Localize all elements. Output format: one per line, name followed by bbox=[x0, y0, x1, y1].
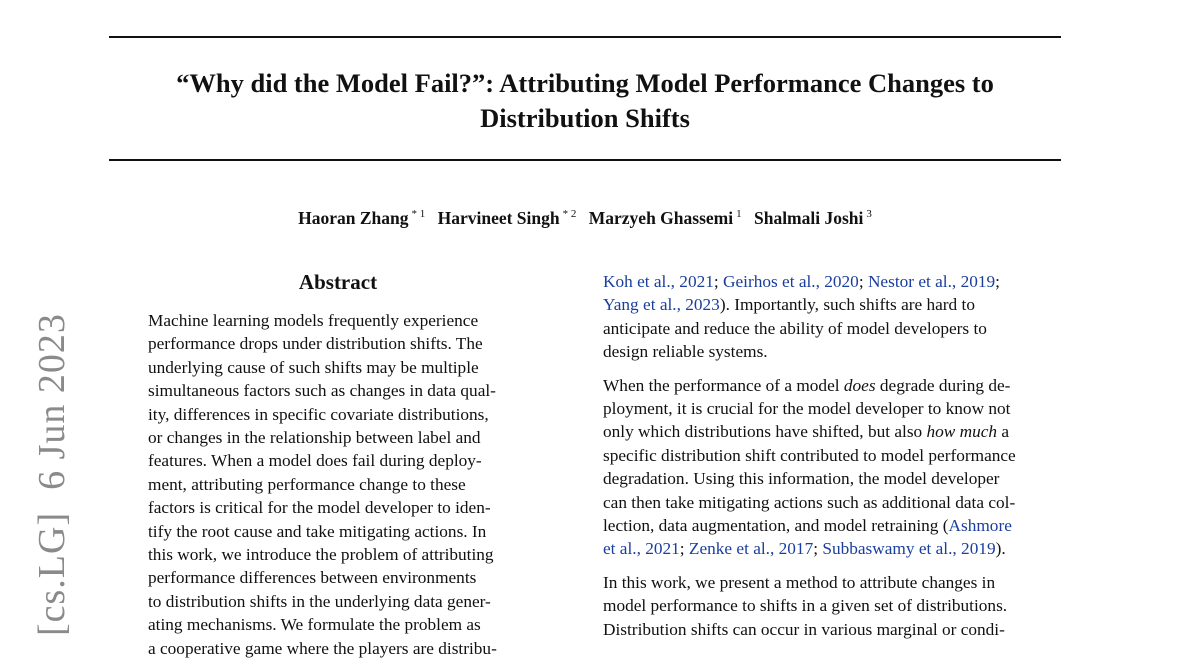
text-line: Yang et al., 2023). Importantly, such shifts are hard to bbox=[603, 295, 975, 315]
abstract-line: ity, differences in specific covariate distributions, bbox=[148, 404, 489, 424]
title-rule-top bbox=[109, 36, 1061, 38]
abstract-line: performance drops under distribution shifts. The bbox=[148, 334, 483, 354]
abstract-line: Machine learning models frequently experience bbox=[148, 311, 479, 330]
author-affiliation: * 1 bbox=[411, 208, 426, 220]
author-name: Haoran Zhang bbox=[298, 208, 409, 228]
paragraph-contribution bbox=[603, 571, 1065, 641]
paper-title-line-2: Distribution Shifts bbox=[480, 103, 690, 133]
text-line: anticipate and reduce the ability of model developers to bbox=[603, 318, 987, 338]
citation-link[interactable]: Yang et al., 2023 bbox=[603, 295, 720, 315]
text-line: degradation. Using this information, the model developer bbox=[603, 469, 1000, 489]
author-affiliation: 1 bbox=[736, 208, 742, 220]
arxiv-category: [cs.LG] bbox=[31, 511, 73, 636]
citation-link[interactable]: Geirhos et al., 2020 bbox=[723, 272, 859, 291]
paper-title-line-1: “Why did the Model Fail?”: Attributing Model Performance Changes to bbox=[176, 68, 994, 98]
abstract-line: ment, attributing performance change to these bbox=[148, 474, 466, 494]
text-line: ployment, it is crucial for the model developer to know not bbox=[603, 399, 1011, 419]
citation-link[interactable]: Subbaswamy et al., 2019 bbox=[822, 539, 996, 559]
author bbox=[438, 202, 577, 230]
abstract-line: a cooperative game where the players are distribu- bbox=[148, 638, 497, 658]
text-line: Koh et al., 2021; Geirhos et al., 2020; Nestor et al., 2019; bbox=[603, 272, 1000, 291]
text-line: specific distribution shift contributed to model performance bbox=[603, 445, 1016, 465]
author bbox=[589, 202, 742, 230]
author bbox=[754, 202, 872, 230]
abstract-line: this work, we introduce the problem of attributing bbox=[148, 545, 494, 565]
citation-link[interactable]: Nestor et al., 2019 bbox=[867, 272, 996, 291]
author-affiliation: 3 bbox=[866, 208, 872, 220]
text-line: In this work, we present a method to attribute changes in bbox=[603, 572, 996, 592]
abstract-line: tify the root cause and take mitigating actions. In bbox=[148, 521, 487, 541]
text-line: design reliable systems. bbox=[603, 342, 768, 362]
abstract-line: simultaneous factors such as changes in data qual- bbox=[148, 381, 496, 401]
abstract-heading: Abstract bbox=[298, 270, 378, 294]
title-rule-bottom bbox=[109, 159, 1061, 161]
author-affiliation: * 2 bbox=[562, 208, 577, 220]
abstract-line: to distribution shifts in the underlying data gener- bbox=[148, 591, 491, 611]
paragraph-motivation bbox=[603, 374, 1065, 561]
author-name: Shalmali Joshi bbox=[753, 208, 864, 228]
citation-link[interactable]: Zenke et al., 2017 bbox=[688, 539, 814, 559]
text-line: When the performance of a model does degrade during de- bbox=[603, 375, 1011, 395]
text-line: can then take mitigating actions such as additional data col- bbox=[603, 492, 1016, 512]
text-line: only which distributions have shifted, but also how much a bbox=[603, 422, 1010, 442]
arxiv-date: 6 Jun 2023 bbox=[31, 313, 73, 490]
citation-link[interactable]: et al., 2021 bbox=[603, 539, 680, 559]
paper-title bbox=[109, 66, 1061, 136]
abstract-line: performance differences between environments bbox=[148, 568, 477, 588]
abstract-line: or changes in the relationship between label and bbox=[148, 428, 481, 448]
author-name: Marzyeh Ghassemi bbox=[588, 208, 734, 228]
abstract-line: factors is critical for the model developer to iden- bbox=[148, 498, 491, 518]
citation-link[interactable]: Koh et al., 2021 bbox=[603, 272, 714, 291]
abstract-body bbox=[148, 309, 530, 660]
author-list bbox=[109, 202, 1061, 230]
author bbox=[298, 202, 425, 230]
emphasis-text: does bbox=[843, 375, 876, 395]
abstract-line: ating mechanisms. We formulate the problem as bbox=[148, 615, 481, 635]
text-line: model performance to shifts in a given set of distributions. bbox=[603, 596, 1008, 616]
abstract-line: features. When a model does fail during deploy- bbox=[148, 451, 482, 471]
author-name: Harvineet Singh bbox=[437, 208, 560, 228]
text-line: lection, data augmentation, and model retraining (Ashmore bbox=[603, 516, 1012, 536]
emphasis-text: how much bbox=[926, 422, 998, 442]
right-column bbox=[603, 270, 1065, 651]
abstract-line: underlying cause of such shifts may be multiple bbox=[148, 357, 479, 377]
citation-link[interactable]: Ashmore bbox=[948, 516, 1012, 536]
text-line: et al., 2021; Zenke et al., 2017; Subbaswamy et al., 2019). bbox=[603, 539, 1006, 559]
text-line: Distribution shifts can occur in various marginal or condi- bbox=[603, 619, 1005, 639]
arxiv-stamp bbox=[30, 313, 74, 636]
paragraph-intro-continued bbox=[603, 270, 1065, 364]
